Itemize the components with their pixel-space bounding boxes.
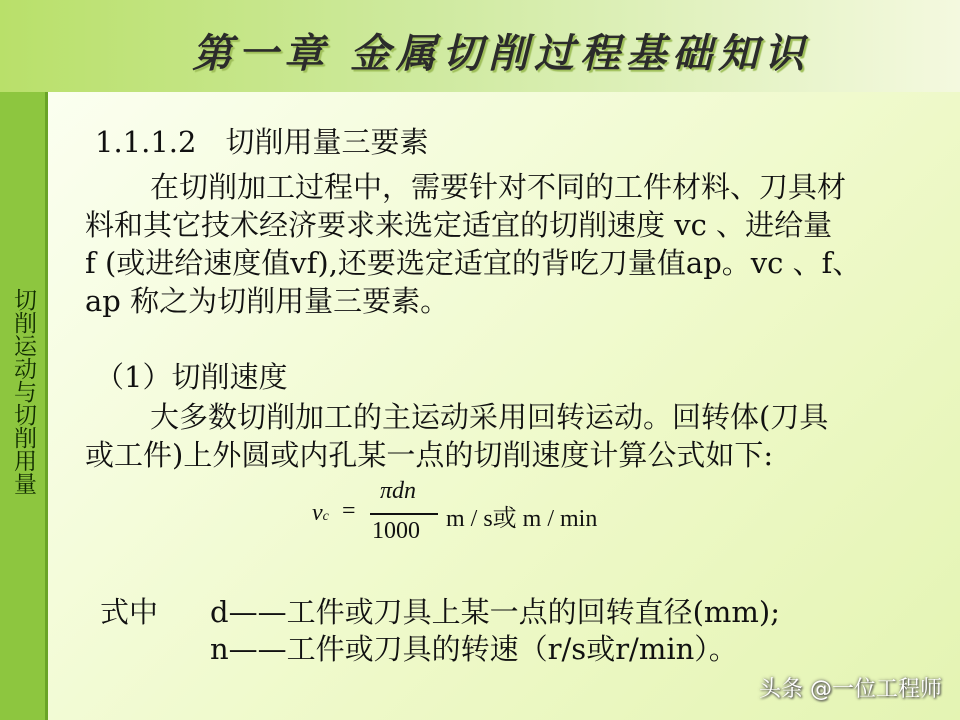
legend-prefix: 式中 [100, 595, 159, 629]
paragraph-line: 在切削加工过程中，需要针对不同的工件材料、刀具材 [150, 170, 847, 204]
subheading: （1）切削速度 [95, 360, 288, 394]
formula-numerator: πdn [380, 478, 417, 504]
section-heading: 1.1.1.2 切削用量三要素 [95, 125, 429, 159]
slide-title: 第一章 金属切削过程基础知识 [192, 30, 810, 77]
legend-line: d——工件或刀具上某一点的回转直径(mm); [210, 595, 780, 629]
fraction-bar [370, 513, 438, 515]
watermark: 头条 @一位工程师 [759, 677, 942, 702]
legend-line: n——工件或刀具的转速（r/s或r/min）。 [210, 632, 738, 666]
paragraph-line: 大多数切削加工的主运动采用回转运动。回转体(刀具 [150, 400, 829, 434]
cutting-speed-formula [312, 478, 632, 548]
formula-equals: = [342, 498, 356, 524]
slide-header [0, 0, 960, 92]
paragraph-line: f (或进给速度值vf),还要选定适宜的背吃刀量值ap。vc 、f、 [85, 246, 862, 280]
formula-units: m / s或 m / min [446, 506, 598, 532]
paragraph-line: 料和其它技术经济要求来选定适宜的切削速度 vc 、进给量 [85, 208, 833, 242]
paragraph-line: ap 称之为切削用量三要素。 [85, 284, 450, 318]
formula-lhs: vc [312, 500, 329, 526]
sidebar-label: 切削运动与切削用量 [10, 288, 36, 495]
paragraph-line: 或工件)上外圆或内孔某一点的切削速度计算公式如下: [85, 438, 774, 472]
formula-denominator: 1000 [372, 518, 420, 544]
